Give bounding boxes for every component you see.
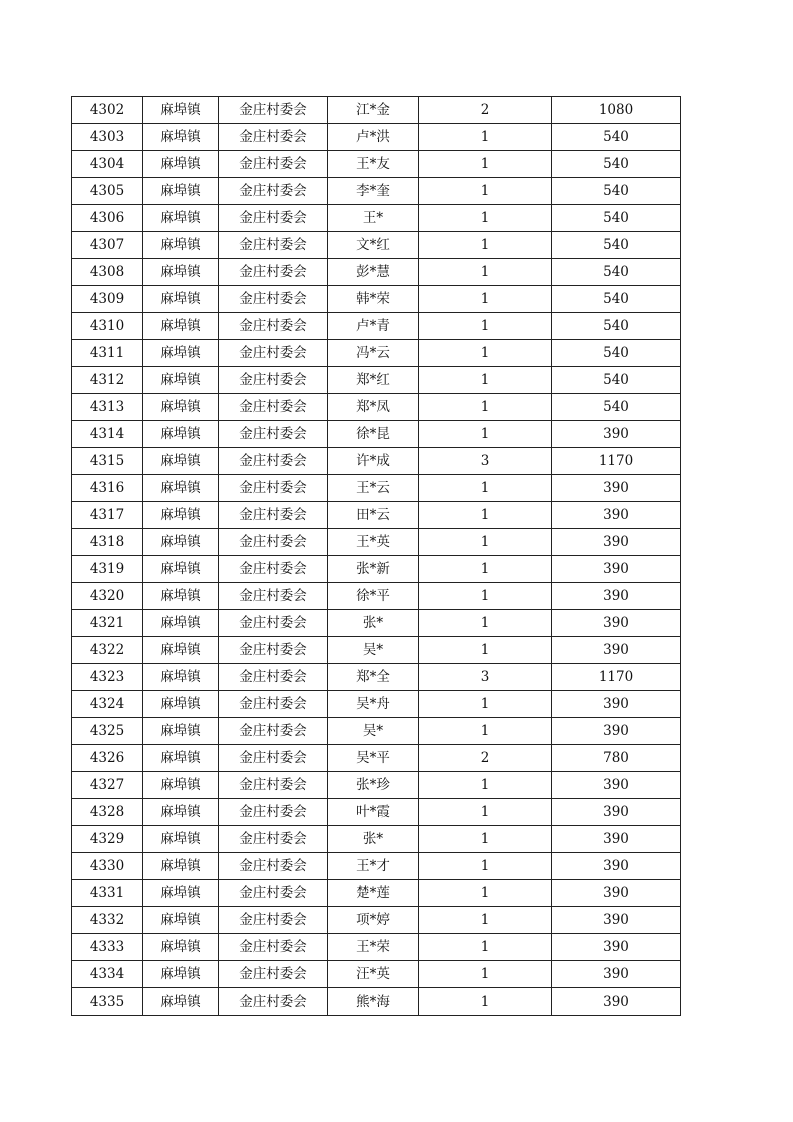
amount-cell: 390 [552,772,681,799]
village-committee-cell: 金庄村委会 [219,124,328,151]
record-number-cell: 4325 [72,718,143,745]
village-committee-cell: 金庄村委会 [219,664,328,691]
table-row [72,772,681,799]
village-committee-cell: 金庄村委会 [219,178,328,205]
record-number-cell: 4311 [72,340,143,367]
record-number-cell: 4304 [72,151,143,178]
record-number-cell: 4332 [72,907,143,934]
table-row [72,745,681,772]
people-count-cell: 1 [419,934,552,961]
table-row [72,151,681,178]
village-committee-cell: 金庄村委会 [219,799,328,826]
table-row [72,799,681,826]
table-row [72,907,681,934]
table-row [72,178,681,205]
person-name-cell: 郑*凤 [328,394,419,421]
town-cell: 麻埠镇 [143,259,219,286]
town-cell: 麻埠镇 [143,556,219,583]
people-count-cell: 1 [419,961,552,988]
record-number-cell: 4327 [72,772,143,799]
town-cell: 麻埠镇 [143,799,219,826]
record-number-cell: 4324 [72,691,143,718]
people-count-cell: 2 [419,745,552,772]
village-committee-cell: 金庄村委会 [219,394,328,421]
village-committee-cell: 金庄村委会 [219,340,328,367]
village-committee-cell: 金庄村委会 [219,421,328,448]
people-count-cell: 1 [419,286,552,313]
people-count-cell: 1 [419,178,552,205]
amount-cell: 540 [552,178,681,205]
town-cell: 麻埠镇 [143,394,219,421]
person-name-cell: 冯*云 [328,340,419,367]
people-count-cell: 1 [419,394,552,421]
person-name-cell: 汪*英 [328,961,419,988]
record-number-cell: 4302 [72,97,143,124]
amount-cell: 390 [552,502,681,529]
record-number-cell: 4326 [72,745,143,772]
table-row [72,880,681,907]
people-count-cell: 3 [419,664,552,691]
record-number-cell: 4335 [72,988,143,1016]
record-number-cell: 4323 [72,664,143,691]
village-committee-cell: 金庄村委会 [219,880,328,907]
people-count-cell: 1 [419,205,552,232]
subsidy-roster-table [71,96,681,1016]
record-number-cell: 4313 [72,394,143,421]
town-cell: 麻埠镇 [143,637,219,664]
amount-cell: 390 [552,907,681,934]
amount-cell: 540 [552,286,681,313]
people-count-cell: 1 [419,637,552,664]
person-name-cell: 许*成 [328,448,419,475]
village-committee-cell: 金庄村委会 [219,691,328,718]
record-number-cell: 4319 [72,556,143,583]
town-cell: 麻埠镇 [143,313,219,340]
record-number-cell: 4303 [72,124,143,151]
amount-cell: 390 [552,988,681,1016]
people-count-cell: 1 [419,367,552,394]
village-committee-cell: 金庄村委会 [219,583,328,610]
people-count-cell: 1 [419,313,552,340]
town-cell: 麻埠镇 [143,340,219,367]
village-committee-cell: 金庄村委会 [219,853,328,880]
people-count-cell: 1 [419,718,552,745]
village-committee-cell: 金庄村委会 [219,907,328,934]
village-committee-cell: 金庄村委会 [219,988,328,1016]
village-committee-cell: 金庄村委会 [219,772,328,799]
people-count-cell: 1 [419,988,552,1016]
people-count-cell: 1 [419,610,552,637]
people-count-cell: 1 [419,259,552,286]
person-name-cell: 张* [328,610,419,637]
amount-cell: 540 [552,394,681,421]
record-number-cell: 4314 [72,421,143,448]
person-name-cell: 江*金 [328,97,419,124]
amount-cell: 390 [552,718,681,745]
people-count-cell: 1 [419,475,552,502]
village-committee-cell: 金庄村委会 [219,448,328,475]
table-row [72,853,681,880]
town-cell: 麻埠镇 [143,502,219,529]
people-count-cell: 2 [419,97,552,124]
town-cell: 麻埠镇 [143,745,219,772]
town-cell: 麻埠镇 [143,826,219,853]
town-cell: 麻埠镇 [143,475,219,502]
amount-cell: 540 [552,367,681,394]
town-cell: 麻埠镇 [143,151,219,178]
record-number-cell: 4329 [72,826,143,853]
table-row [72,988,681,1016]
person-name-cell: 楚*莲 [328,880,419,907]
person-name-cell: 张*珍 [328,772,419,799]
amount-cell: 390 [552,610,681,637]
village-committee-cell: 金庄村委会 [219,97,328,124]
record-number-cell: 4309 [72,286,143,313]
table-row [72,124,681,151]
amount-cell: 390 [552,961,681,988]
person-name-cell: 徐*平 [328,583,419,610]
amount-cell: 540 [552,313,681,340]
village-committee-cell: 金庄村委会 [219,934,328,961]
amount-cell: 390 [552,799,681,826]
village-committee-cell: 金庄村委会 [219,502,328,529]
amount-cell: 1170 [552,664,681,691]
amount-cell: 1170 [552,448,681,475]
person-name-cell: 王*云 [328,475,419,502]
amount-cell: 540 [552,259,681,286]
amount-cell: 540 [552,232,681,259]
table-row [72,475,681,502]
amount-cell: 390 [552,583,681,610]
table-row [72,286,681,313]
amount-cell: 390 [552,421,681,448]
amount-cell: 540 [552,340,681,367]
record-number-cell: 4334 [72,961,143,988]
person-name-cell: 徐*昆 [328,421,419,448]
people-count-cell: 3 [419,448,552,475]
table-row [72,421,681,448]
people-count-cell: 1 [419,124,552,151]
person-name-cell: 吴* [328,718,419,745]
record-number-cell: 4328 [72,799,143,826]
amount-cell: 390 [552,637,681,664]
table-row [72,502,681,529]
record-number-cell: 4317 [72,502,143,529]
people-count-cell: 1 [419,772,552,799]
town-cell: 麻埠镇 [143,853,219,880]
village-committee-cell: 金庄村委会 [219,259,328,286]
town-cell: 麻埠镇 [143,124,219,151]
person-name-cell: 李*奎 [328,178,419,205]
town-cell: 麻埠镇 [143,718,219,745]
village-committee-cell: 金庄村委会 [219,718,328,745]
table-row [72,448,681,475]
village-committee-cell: 金庄村委会 [219,529,328,556]
table-row [72,394,681,421]
village-committee-cell: 金庄村委会 [219,313,328,340]
town-cell: 麻埠镇 [143,880,219,907]
amount-cell: 540 [552,151,681,178]
people-count-cell: 1 [419,799,552,826]
person-name-cell: 王* [328,205,419,232]
record-number-cell: 4315 [72,448,143,475]
amount-cell: 390 [552,529,681,556]
record-number-cell: 4310 [72,313,143,340]
record-number-cell: 4318 [72,529,143,556]
town-cell: 麻埠镇 [143,286,219,313]
amount-cell: 390 [552,556,681,583]
amount-cell: 540 [552,124,681,151]
record-number-cell: 4305 [72,178,143,205]
record-number-cell: 4307 [72,232,143,259]
town-cell: 麻埠镇 [143,448,219,475]
person-name-cell: 吴*平 [328,745,419,772]
roster-table-body [72,97,681,1016]
town-cell: 麻埠镇 [143,907,219,934]
record-number-cell: 4331 [72,880,143,907]
person-name-cell: 吴* [328,637,419,664]
town-cell: 麻埠镇 [143,691,219,718]
table-row [72,529,681,556]
person-name-cell: 张* [328,826,419,853]
town-cell: 麻埠镇 [143,583,219,610]
table-row [72,556,681,583]
amount-cell: 390 [552,826,681,853]
people-count-cell: 1 [419,907,552,934]
village-committee-cell: 金庄村委会 [219,475,328,502]
person-name-cell: 项*婷 [328,907,419,934]
record-number-cell: 4320 [72,583,143,610]
town-cell: 麻埠镇 [143,232,219,259]
town-cell: 麻埠镇 [143,178,219,205]
people-count-cell: 1 [419,421,552,448]
person-name-cell: 熊*海 [328,988,419,1016]
person-name-cell: 王*英 [328,529,419,556]
town-cell: 麻埠镇 [143,529,219,556]
town-cell: 麻埠镇 [143,367,219,394]
town-cell: 麻埠镇 [143,988,219,1016]
table-row [72,313,681,340]
people-count-cell: 1 [419,583,552,610]
record-number-cell: 4308 [72,259,143,286]
record-number-cell: 4321 [72,610,143,637]
table-row [72,934,681,961]
table-row [72,664,681,691]
village-committee-cell: 金庄村委会 [219,745,328,772]
people-count-cell: 1 [419,529,552,556]
amount-cell: 780 [552,745,681,772]
people-count-cell: 1 [419,151,552,178]
amount-cell: 390 [552,880,681,907]
table-row [72,718,681,745]
person-name-cell: 叶*霞 [328,799,419,826]
town-cell: 麻埠镇 [143,772,219,799]
table-row [72,691,681,718]
table-row [72,637,681,664]
person-name-cell: 郑*红 [328,367,419,394]
people-count-cell: 1 [419,232,552,259]
town-cell: 麻埠镇 [143,97,219,124]
town-cell: 麻埠镇 [143,205,219,232]
record-number-cell: 4306 [72,205,143,232]
person-name-cell: 田*云 [328,502,419,529]
people-count-cell: 1 [419,691,552,718]
people-count-cell: 1 [419,826,552,853]
village-committee-cell: 金庄村委会 [219,205,328,232]
people-count-cell: 1 [419,556,552,583]
person-name-cell: 郑*全 [328,664,419,691]
person-name-cell: 王*荣 [328,934,419,961]
record-number-cell: 4312 [72,367,143,394]
people-count-cell: 1 [419,853,552,880]
village-committee-cell: 金庄村委会 [219,556,328,583]
table-row [72,610,681,637]
town-cell: 麻埠镇 [143,421,219,448]
amount-cell: 390 [552,934,681,961]
town-cell: 麻埠镇 [143,934,219,961]
table-row [72,961,681,988]
people-count-cell: 1 [419,880,552,907]
person-name-cell: 卢*洪 [328,124,419,151]
table-row [72,205,681,232]
record-number-cell: 4316 [72,475,143,502]
person-name-cell: 吴*舟 [328,691,419,718]
village-committee-cell: 金庄村委会 [219,367,328,394]
person-name-cell: 彭*慧 [328,259,419,286]
village-committee-cell: 金庄村委会 [219,826,328,853]
amount-cell: 390 [552,853,681,880]
table-row [72,826,681,853]
village-committee-cell: 金庄村委会 [219,637,328,664]
person-name-cell: 张*新 [328,556,419,583]
table-row [72,232,681,259]
record-number-cell: 4333 [72,934,143,961]
table-row [72,583,681,610]
village-committee-cell: 金庄村委会 [219,610,328,637]
person-name-cell: 韩*荣 [328,286,419,313]
amount-cell: 540 [552,205,681,232]
amount-cell: 1080 [552,97,681,124]
people-count-cell: 1 [419,502,552,529]
person-name-cell: 卢*青 [328,313,419,340]
person-name-cell: 王*友 [328,151,419,178]
table-row [72,367,681,394]
town-cell: 麻埠镇 [143,664,219,691]
village-committee-cell: 金庄村委会 [219,286,328,313]
person-name-cell: 王*才 [328,853,419,880]
people-count-cell: 1 [419,340,552,367]
person-name-cell: 文*红 [328,232,419,259]
amount-cell: 390 [552,475,681,502]
table-row [72,97,681,124]
amount-cell: 390 [552,691,681,718]
table-row [72,259,681,286]
village-committee-cell: 金庄村委会 [219,961,328,988]
record-number-cell: 4322 [72,637,143,664]
town-cell: 麻埠镇 [143,610,219,637]
village-committee-cell: 金庄村委会 [219,232,328,259]
town-cell: 麻埠镇 [143,961,219,988]
table-row [72,340,681,367]
record-number-cell: 4330 [72,853,143,880]
village-committee-cell: 金庄村委会 [219,151,328,178]
